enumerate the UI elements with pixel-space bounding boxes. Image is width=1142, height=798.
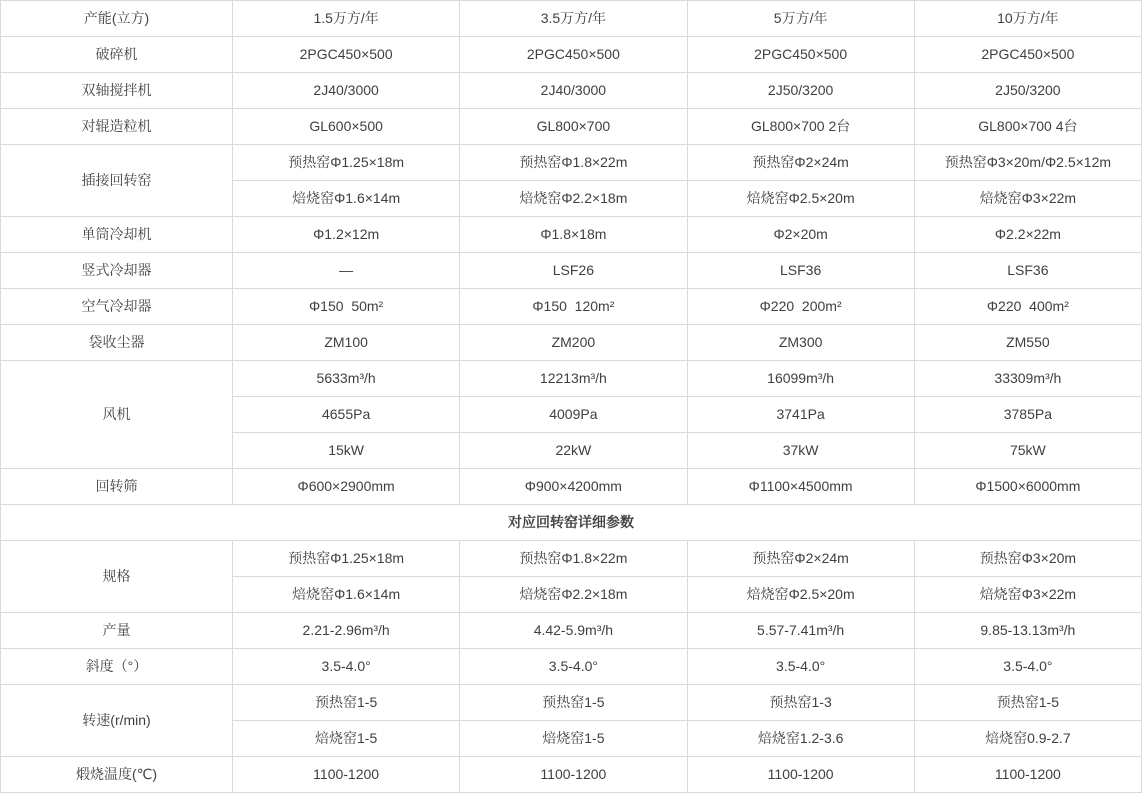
row-label: 插接回转窑	[1, 145, 233, 217]
spec-row-slope	[1, 649, 1142, 685]
spec-value: 2PGC450×500	[687, 37, 914, 73]
spec-value: ZM550	[914, 325, 1141, 361]
row-label: 产能(立方)	[1, 1, 233, 37]
spec-row-fan-flow	[1, 361, 1142, 397]
spec-value: Φ150 120m²	[460, 289, 687, 325]
spec-value: 2J40/3000	[460, 73, 687, 109]
spec-value: 33309m³/h	[914, 361, 1141, 397]
spec-value: 预热窑Φ1.8×22m	[460, 541, 687, 577]
spec-value: 焙烧窑Φ1.6×14m	[233, 577, 460, 613]
spec-value: 预热窑Φ1.25×18m	[233, 541, 460, 577]
spec-value: Φ220 400m²	[914, 289, 1141, 325]
row-label: 单筒冷却机	[1, 217, 233, 253]
spec-value: 9.85-13.13m³/h	[914, 613, 1141, 649]
spec-value: 焙烧窑1-5	[233, 721, 460, 757]
spec-value: 预热窑Φ3×20m/Φ2.5×12m	[914, 145, 1141, 181]
spec-row-bag-dust-collector	[1, 325, 1142, 361]
spec-value: LSF36	[687, 253, 914, 289]
spec-value: 预热窑Φ2×24m	[687, 541, 914, 577]
spec-value: 2PGC450×500	[233, 37, 460, 73]
row-label: 规格	[1, 541, 233, 613]
spec-value: 预热窑Φ3×20m	[914, 541, 1141, 577]
spec-value: 10万方/年	[914, 1, 1141, 37]
row-label: 斜度（°）	[1, 649, 233, 685]
spec-value: 12213m³/h	[460, 361, 687, 397]
spec-value: ZM200	[460, 325, 687, 361]
spec-value: 5.57-7.41m³/h	[687, 613, 914, 649]
spec-value: 75kW	[914, 433, 1141, 469]
spec-value: 3.5-4.0°	[687, 649, 914, 685]
spec-row-mixer	[1, 73, 1142, 109]
spec-row-crusher	[1, 37, 1142, 73]
spec-value: 2J40/3000	[233, 73, 460, 109]
spec-value: 预热窑1-3	[687, 685, 914, 721]
spec-value: 3741Pa	[687, 397, 914, 433]
spec-value: 焙烧窑Φ2.5×20m	[687, 577, 914, 613]
section-title: 对应回转窑详细参数	[1, 505, 1142, 541]
spec-value: LSF26	[460, 253, 687, 289]
spec-value: 3.5-4.0°	[460, 649, 687, 685]
spec-value: —	[233, 253, 460, 289]
spec-value: 3.5-4.0°	[233, 649, 460, 685]
row-label: 转速(r/min)	[1, 685, 233, 757]
spec-value: 焙烧窑1-5	[460, 721, 687, 757]
spec-value: 焙烧窑Φ1.6×14m	[233, 181, 460, 217]
row-label: 空气冷却器	[1, 289, 233, 325]
spec-value: 1100-1200	[233, 757, 460, 793]
row-label: 风机	[1, 361, 233, 469]
spec-value: GL800×700	[460, 109, 687, 145]
spec-value: GL800×700 2台	[687, 109, 914, 145]
spec-value: ZM300	[687, 325, 914, 361]
spec-value: Φ1100×4500mm	[687, 469, 914, 505]
spec-value: 4.42-5.9m³/h	[460, 613, 687, 649]
spec-row-capacity	[1, 1, 1142, 37]
spec-value: 焙烧窑1.2-3.6	[687, 721, 914, 757]
spec-value: 2PGC450×500	[914, 37, 1141, 73]
spec-value: 4655Pa	[233, 397, 460, 433]
row-label: 产量	[1, 613, 233, 649]
spec-value: 焙烧窑0.9-2.7	[914, 721, 1141, 757]
row-label: 袋收尘器	[1, 325, 233, 361]
row-label: 双轴搅拌机	[1, 73, 233, 109]
spec-value: Φ1.2×12m	[233, 217, 460, 253]
spec-value: 预热窑1-5	[233, 685, 460, 721]
spec-value: Φ900×4200mm	[460, 469, 687, 505]
spec-value: 焙烧窑Φ3×22m	[914, 577, 1141, 613]
spec-value: 15kW	[233, 433, 460, 469]
row-label: 竖式冷却器	[1, 253, 233, 289]
spec-value: 4009Pa	[460, 397, 687, 433]
spec-value: 22kW	[460, 433, 687, 469]
row-label: 回转筛	[1, 469, 233, 505]
spec-row-speed-preheat	[1, 685, 1142, 721]
spec-row-drum-cooler	[1, 217, 1142, 253]
spec-value: 3.5万方/年	[460, 1, 687, 37]
spec-value: Φ1.8×18m	[460, 217, 687, 253]
spec-value: ZM100	[233, 325, 460, 361]
spec-value: 1100-1200	[460, 757, 687, 793]
spec-value: 焙烧窑Φ3×22m	[914, 181, 1141, 217]
spec-row-calcine-temperature	[1, 757, 1142, 793]
spec-value: 焙烧窑Φ2.2×18m	[460, 181, 687, 217]
spec-row-air-cooler	[1, 289, 1142, 325]
spec-value: Φ600×2900mm	[233, 469, 460, 505]
section-header-row	[1, 505, 1142, 541]
spec-row-vertical-cooler	[1, 253, 1142, 289]
spec-value: 焙烧窑Φ2.2×18m	[460, 577, 687, 613]
spec-value: 2J50/3200	[914, 73, 1141, 109]
spec-value: 16099m³/h	[687, 361, 914, 397]
spec-value: 5万方/年	[687, 1, 914, 37]
spec-value: 1100-1200	[914, 757, 1141, 793]
spec-value: 预热窑Φ2×24m	[687, 145, 914, 181]
spec-value: 预热窑Φ1.25×18m	[233, 145, 460, 181]
spec-value: Φ2.2×22m	[914, 217, 1141, 253]
row-label: 破碎机	[1, 37, 233, 73]
spec-value: Φ2×20m	[687, 217, 914, 253]
spec-value: 5633m³/h	[233, 361, 460, 397]
spec-value: 焙烧窑Φ2.5×20m	[687, 181, 914, 217]
spec-value: Φ220 200m²	[687, 289, 914, 325]
spec-value: 1100-1200	[687, 757, 914, 793]
spec-value: LSF36	[914, 253, 1141, 289]
spec-value: GL800×700 4台	[914, 109, 1141, 145]
spec-value: 2J50/3200	[687, 73, 914, 109]
spec-value: 预热窑1-5	[460, 685, 687, 721]
spec-value: 预热窑1-5	[914, 685, 1141, 721]
spec-value: GL600×500	[233, 109, 460, 145]
spec-value: 2.21-2.96m³/h	[233, 613, 460, 649]
row-label: 对辊造粒机	[1, 109, 233, 145]
spec-value: 37kW	[687, 433, 914, 469]
spec-value: 3785Pa	[914, 397, 1141, 433]
spec-value: 1.5万方/年	[233, 1, 460, 37]
spec-value: 预热窑Φ1.8×22m	[460, 145, 687, 181]
spec-row-kiln-spec-preheat	[1, 541, 1142, 577]
spec-value: 2PGC450×500	[460, 37, 687, 73]
row-label: 煅烧温度(℃)	[1, 757, 233, 793]
spec-row-granulator	[1, 109, 1142, 145]
spec-row-output	[1, 613, 1142, 649]
spec-value: Φ1500×6000mm	[914, 469, 1141, 505]
spec-row-rotary-screen	[1, 469, 1142, 505]
spec-value: 3.5-4.0°	[914, 649, 1141, 685]
spec-row-rotary-kiln-preheat	[1, 145, 1142, 181]
spec-value: Φ150 50m²	[233, 289, 460, 325]
